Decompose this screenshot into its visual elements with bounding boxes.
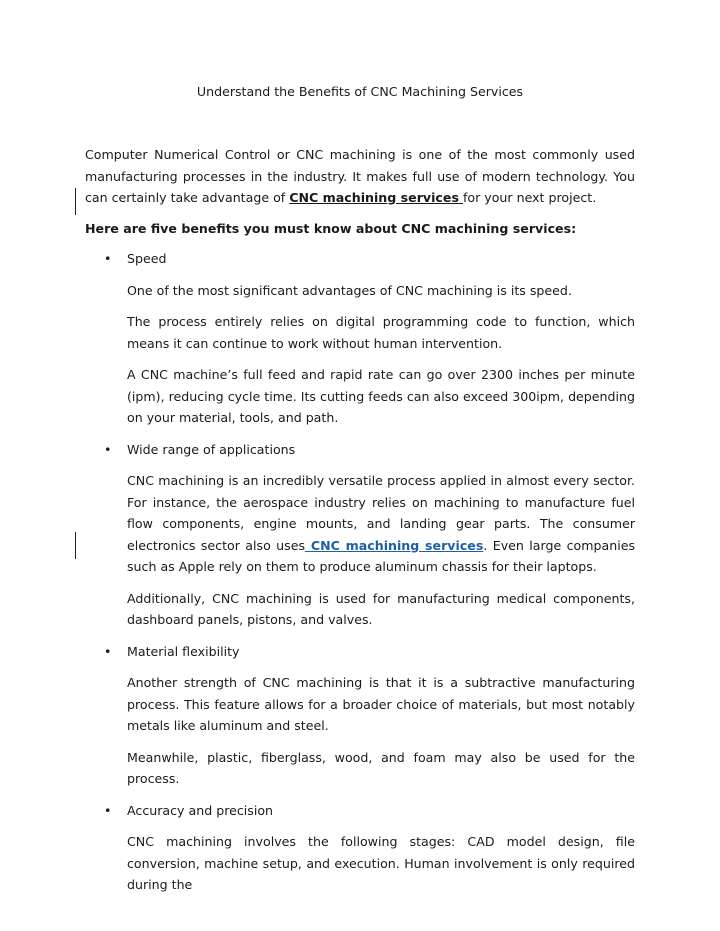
paragraph: One of the most significant advantages of CNC machining is its speed. bbox=[127, 282, 572, 298]
bullet-dot-icon: • bbox=[104, 441, 112, 457]
intro-paragraph bbox=[85, 144, 635, 209]
bullet-label: Material flexibility bbox=[127, 643, 240, 659]
bullet-item-applications bbox=[85, 439, 635, 461]
document-title: Understand the Benefits of CNC Machining Services bbox=[196, 84, 524, 99]
paragraph: Meanwhile, plastic, fiberglass, wood, and foam may also be used for the process. bbox=[127, 749, 635, 786]
text-cursor-marker bbox=[75, 188, 76, 215]
paragraph-text-tail: . Even large companies such as Apple rely on them to produce aluminum chassis for their laptops. bbox=[127, 537, 636, 574]
paragraph: Another strength of CNC machining is that it is a subtractive manufacturing process. This feature allows for a broader choice of materials, but most notably metals like aluminum and steel. bbox=[127, 675, 635, 733]
paragraph: Additionally, CNC machining is used for manufacturing medical components, dashboard panels, pistons, and valves. bbox=[127, 590, 635, 627]
paragraph: The process entirely relies on digital programming code to function, which means it can continue to work without human intervention. bbox=[127, 314, 635, 351]
cnc-machining-services-link[interactable]: CNC machining services bbox=[310, 537, 484, 553]
bullet-label: Accuracy and precision bbox=[127, 802, 274, 818]
bullet-item-material-flexibility bbox=[85, 641, 635, 663]
bullet-dot-icon: • bbox=[104, 643, 112, 659]
bullet-item-speed bbox=[85, 248, 635, 270]
bullet-label: Wide range of applications bbox=[127, 441, 296, 457]
bullet-item-accuracy bbox=[85, 800, 635, 822]
bullet-dot-icon: • bbox=[104, 251, 112, 266]
text-cursor-marker bbox=[75, 532, 76, 559]
benefits-heading: Here are five benefits you must know about CNC machining services: bbox=[85, 220, 577, 236]
paragraph bbox=[85, 470, 635, 578]
intro-text: Computer Numerical Control or CNC machining is one of the most commonly used manufacturing processes in the industry. It makes full use of modern technology. You can certainly take advantage of bbox=[85, 147, 635, 205]
intro-text-tail: for your next project. bbox=[462, 190, 597, 205]
bullet-label: Speed bbox=[127, 251, 167, 266]
document-body bbox=[85, 144, 635, 906]
paragraph: CNC machining involves the following stages: CAD model design, file conversion, machine setup, and execution. Human involvement is only required during the bbox=[127, 834, 635, 892]
bullet-dot-icon: • bbox=[104, 802, 112, 818]
paragraph: A CNC machine’s full feed and rapid rate can go over 2300 inches per minute (ipm), reducing cycle time. Its cutting feeds can also exceed 300ipm, depending on your material, tools, and path. bbox=[127, 367, 635, 425]
intro-bold-phrase: CNC machining services bbox=[289, 190, 459, 205]
paragraph-text: CNC machining is an incredibly versatile process applied in almost every sector. For instance, the aerospace industry relies on machining to manufacture fuel flow components, engine mounts, and landing gear parts. The consumer electronics sector also uses bbox=[127, 473, 635, 553]
